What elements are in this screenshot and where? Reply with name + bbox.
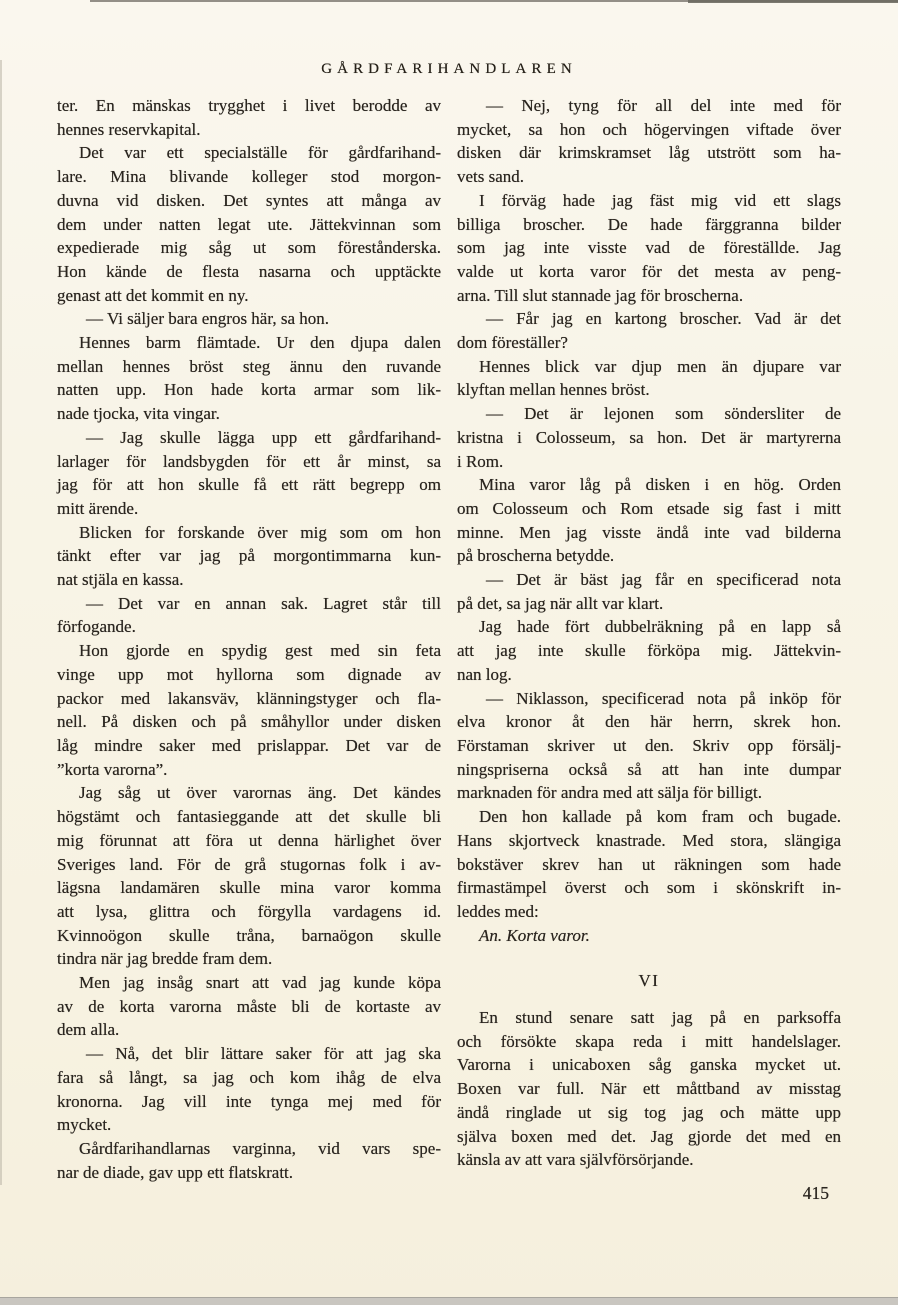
text-line: Hon kände de flesta nasarna och upptäckte xyxy=(57,261,441,281)
text-line: i Rom. xyxy=(457,451,504,471)
text-line: expedierade mig såg ut som förestånderska. xyxy=(57,238,441,258)
text-line: — Niklasson, specificerad nota på inköp för xyxy=(486,688,841,708)
paragraph xyxy=(57,521,441,592)
page-number: 415 xyxy=(802,1183,829,1203)
text-line: — Vi säljer bara engros här, sa hon. xyxy=(86,309,329,329)
text-line: lare. Mina blivande kolleger stod morgon- xyxy=(57,167,441,187)
text-line: — Får jag en kartong broscher. Vad är det xyxy=(486,309,841,329)
text-line: — Jag skulle lägga upp ett gårdfarihand- xyxy=(86,427,441,447)
text-line: An. Korta varor. xyxy=(479,925,590,945)
paragraph xyxy=(57,426,441,521)
text-line: Det var ett specialställe för gårdfarihand- xyxy=(79,143,441,163)
text-line: ändå ringlade ut sig tog jag och mätte upp xyxy=(457,1102,841,1122)
text-line: valde ut korta varor för det mesta av peng- xyxy=(457,261,841,281)
paragraph xyxy=(457,924,841,948)
text-line: hennes reservkapital. xyxy=(57,119,201,139)
text-line: ”korta varorna”. xyxy=(57,759,168,779)
text-line: av de korta varorna måste bli de kortaste av xyxy=(57,996,441,1016)
scan-edge-left xyxy=(0,60,2,1185)
text-line: marknaden för andra med att sälja för billigt. xyxy=(457,783,762,803)
text-line: mellan hennes bröst steg ännu den ruvande xyxy=(57,356,441,376)
text-line: disken där krimskramset låg utstrött som ha- xyxy=(457,143,841,163)
text-line: nan log. xyxy=(457,664,512,684)
paragraph xyxy=(457,402,841,473)
text-line: bokstäver skrev han ut räkningen som hade xyxy=(457,854,841,874)
text-line: mycket, sa hon och högervingen viftade över xyxy=(457,119,841,139)
text-line: låg mindre saker med prislappar. Det var de xyxy=(57,735,441,755)
text-line: kristna i Colosseum, sa hon. Det är martyrerna xyxy=(457,427,841,447)
text-line: firmastämpel överst och som i skönskrift in- xyxy=(457,878,841,898)
text-line: mycket. xyxy=(57,1115,112,1135)
paragraph xyxy=(57,1042,441,1137)
text-line: arna. Till slut stannade jag för broscherna. xyxy=(457,285,744,305)
text-line: och försökte skapa reda i mitt handelslager. xyxy=(457,1031,841,1051)
text-line: nar de diade, gav upp ett flatskratt. xyxy=(57,1162,294,1182)
right-column xyxy=(457,94,841,1172)
text-line: elva kronor åt den här herrn, skrek hon. xyxy=(457,712,841,732)
text-line: dom föreställer? xyxy=(457,333,568,353)
text-line: duvna vid disken. Det syntes att många av xyxy=(57,190,441,210)
text-line: — Det var en annan sak. Lagret står till xyxy=(86,593,441,613)
scan-edge-top-right xyxy=(688,0,898,3)
paragraph xyxy=(457,189,841,308)
scan-edge-bottom xyxy=(0,1297,898,1305)
text-line: vets sand. xyxy=(457,167,525,187)
text-line: packor med lakansväv, klänningstyger och fla- xyxy=(57,688,441,708)
text-line: genast att det kommit en ny. xyxy=(57,285,249,305)
text-line: fara så långt, sa jag och kom ihåg de elva xyxy=(57,1067,441,1087)
paragraph xyxy=(57,307,441,331)
text-line: minne. Men jag visste ändå inte vad bilderna xyxy=(457,522,841,542)
text-line: Hon gjorde en spydig gest med sin feta xyxy=(79,641,441,661)
text-line: mig förunnat att föra ut denna härlighet över xyxy=(57,830,441,850)
text-line: jag för att hon skulle få ett rätt begrepp om xyxy=(57,475,441,495)
text-line: Mina varor låg på disken i en hög. Orden xyxy=(479,475,841,495)
text-line: mitt ärende. xyxy=(57,498,139,518)
text-line: Jag såg ut över varornas äng. Det kändes xyxy=(79,783,441,803)
text-line: känsla av att vara självförsörjande. xyxy=(457,1150,694,1170)
text-line: Kvinnoögon skulle tråna, barnaögon skulle xyxy=(57,925,441,945)
text-line: Boxen var full. När ett måttband av misstag xyxy=(457,1079,841,1099)
text-line: I förväg hade jag fäst mig vid ett slags xyxy=(479,190,841,210)
text-line: nat stjäla en kassa. xyxy=(57,570,184,590)
text-line: Hennes barm flämtade. Ur den djupa dalen xyxy=(79,333,441,353)
text-line: billiga broscher. De hade färggranna bilder xyxy=(457,214,841,234)
text-line: ter. En mänskas trygghet i livet berodde av xyxy=(57,96,441,115)
paragraph xyxy=(57,781,441,971)
text-line: Hans skjortveck knastrade. Med stora, slängiga xyxy=(457,830,841,850)
running-head: GÅRDFARIHANDLAREN xyxy=(321,61,577,77)
text-line: tänkt efter var jag på morgontimmarna kun- xyxy=(57,546,441,566)
text-line: vinge upp mot hyllorna som dignade av xyxy=(57,664,441,684)
paragraph xyxy=(457,307,841,354)
paragraph xyxy=(57,971,441,1042)
text-line: larlager för landsbygden för ett år minst, sa xyxy=(57,451,441,471)
text-line: nell. På disken och på småhyllor under disken xyxy=(57,712,441,732)
paragraph xyxy=(457,805,841,924)
paragraph xyxy=(457,355,841,402)
text-line: — Nej, tyng för all del inte med för xyxy=(486,96,841,115)
text-line: klyftan mellan hennes bröst. xyxy=(457,380,650,400)
text-line: Sveriges land. För de grå stugornas folk i av- xyxy=(57,854,441,874)
paragraph xyxy=(57,592,441,639)
paragraph xyxy=(457,1006,841,1172)
paragraph xyxy=(457,94,841,189)
text-line: dem under natten legat ute. Jättekvinnan som xyxy=(57,214,441,234)
text-line: ningspriserna också så att han inte dumpar xyxy=(457,759,841,779)
text-line: tindra när jag bredde fram dem. xyxy=(57,949,273,969)
text-line: att jag inte skulle förköpa mig. Jättekvin- xyxy=(457,641,841,661)
paragraph xyxy=(57,141,441,307)
text-line: Hennes blick var djup men än djupare var xyxy=(479,356,841,376)
text-line: högstämt och fantasieggande att det skulle bli xyxy=(57,807,441,827)
text-line: nade tjocka, vita vingar. xyxy=(57,404,220,424)
text-line: om Colosseum och Rom etsade sig fast i mitt xyxy=(457,498,841,518)
paragraph xyxy=(57,331,441,426)
paragraph xyxy=(57,94,441,141)
text-line: själva boxen med det. Jag gjorde det med en xyxy=(457,1126,841,1146)
left-column xyxy=(57,94,441,1184)
text-line: på det, sa jag när allt var klart. xyxy=(457,593,664,613)
text-line: Förstaman skriver ut den. Skriv opp försälj- xyxy=(457,735,841,755)
paragraph xyxy=(57,639,441,781)
text-line: — Det är lejonen som söndersliter de xyxy=(486,404,841,424)
text-line: förfogande. xyxy=(57,617,136,637)
text-line: natten upp. Hon hade korta armar som lik- xyxy=(57,380,441,400)
text-line: Men jag insåg snart att vad jag kunde köpa xyxy=(79,973,441,993)
section-heading: VI xyxy=(638,971,660,991)
text-line: Blicken for forskande över mig som om hon xyxy=(79,522,441,542)
text-line: dem alla. xyxy=(57,1020,120,1040)
text-line: kronorna. Jag vill inte tynga mej med för xyxy=(57,1091,441,1111)
paragraph xyxy=(457,568,841,615)
paragraph xyxy=(457,473,841,568)
paragraph xyxy=(57,1137,441,1184)
paragraph xyxy=(457,687,841,806)
text-line: Gårdfarihandlarnas varginna, vid vars spe- xyxy=(79,1138,441,1158)
text-line: leddes med: xyxy=(457,901,539,921)
text-line: Varorna i unicaboxen såg ganska mycket ut. xyxy=(457,1055,841,1075)
text-line: Jag hade fört dubbelräkning på en lapp så xyxy=(479,617,841,637)
text-line: som jag inte visste vad de föreställde. Jag xyxy=(457,238,841,258)
text-line: — Det är bäst jag får en specificerad nota xyxy=(486,570,841,590)
paragraph xyxy=(457,615,841,686)
text-line: lägsna landamären skulle mina varor komma xyxy=(57,878,441,898)
text-line: på broscherna betydde. xyxy=(457,546,615,566)
text-line: Den hon kallade på kom fram och bugade. xyxy=(479,807,841,827)
text-line: En stund senare satt jag på en parksoffa xyxy=(479,1008,841,1028)
text-line: att lysa, glittra och förgylla vardagens id. xyxy=(57,901,441,921)
text-line: — Nå, det blir lättare saker för att jag ska xyxy=(86,1044,441,1064)
